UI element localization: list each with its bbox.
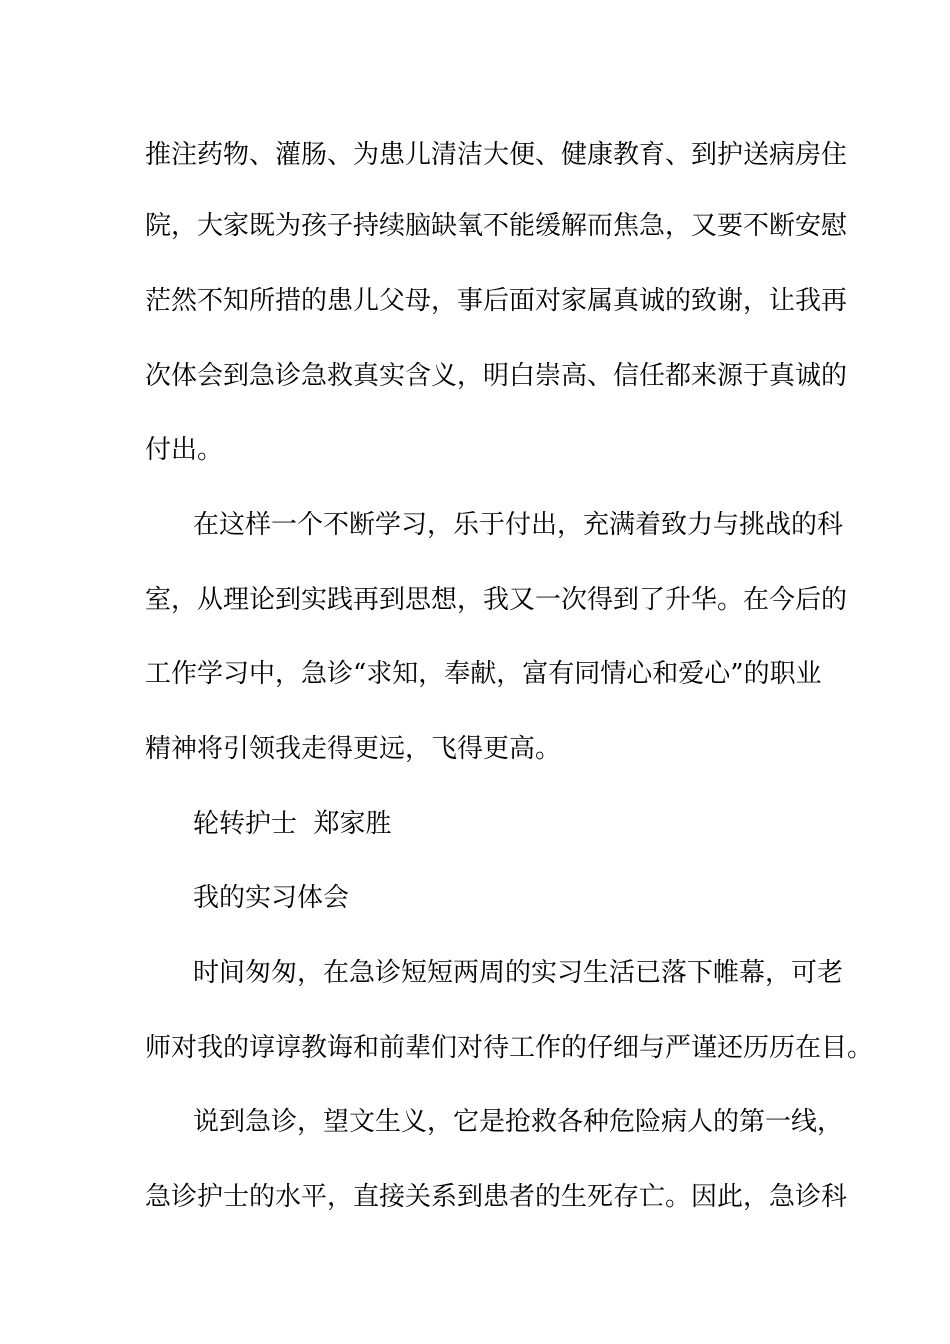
paragraph-4-line-2: 急诊护士的水平，直接关系到患者的生死存亡。因此，急诊科 (145, 1182, 848, 1212)
paragraph-1-line-1: 推注药物、灌肠、为患儿清洁大便、健康教育、到护送病房住 (145, 140, 848, 170)
paragraph-1-line-5: 付出。 (145, 435, 224, 465)
paragraph-1-line-2: 院，大家既为孩子持续脑缺氧不能缓解而焦急，又要不断安慰 (145, 211, 848, 241)
paragraph-4-line-1: 说到急诊，望文生义，它是抢救各种危险病人的第一线， (193, 1107, 844, 1137)
paragraph-2-line-2: 室，从理论到实践再到思想，我又一次得到了升华。在今后的 (145, 585, 848, 615)
paragraph-3-line-2: 师对我的谆谆教诲和前辈们对待工作的仔细与严谨还历历在目。 (145, 1033, 874, 1063)
section-heading: 我的实习体会 (193, 883, 350, 913)
paragraph-3-line-1: 时间匆匆，在急诊短短两周的实习生活已落下帷幕，可老 (193, 958, 844, 988)
paragraph-1-line-3: 茫然不知所措的患儿父母，事后面对家属真诚的致谢，让我再 (145, 286, 848, 316)
signature: 轮转护士 郑家胜 (193, 809, 392, 839)
paragraph-2-line-3: 工作学习中，急诊“求知，奉献，富有同情心和爱心”的职业 (145, 659, 822, 689)
paragraph-1-line-4: 次体会到急诊急救真实含义，明白崇高、信任都来源于真诚的 (145, 361, 848, 391)
paragraph-2-line-1: 在这样一个不断学习，乐于付出，充满着致力与挑战的科 (193, 510, 844, 540)
paragraph-2-line-4: 精神将引领我走得更远，飞得更高。 (145, 734, 562, 764)
